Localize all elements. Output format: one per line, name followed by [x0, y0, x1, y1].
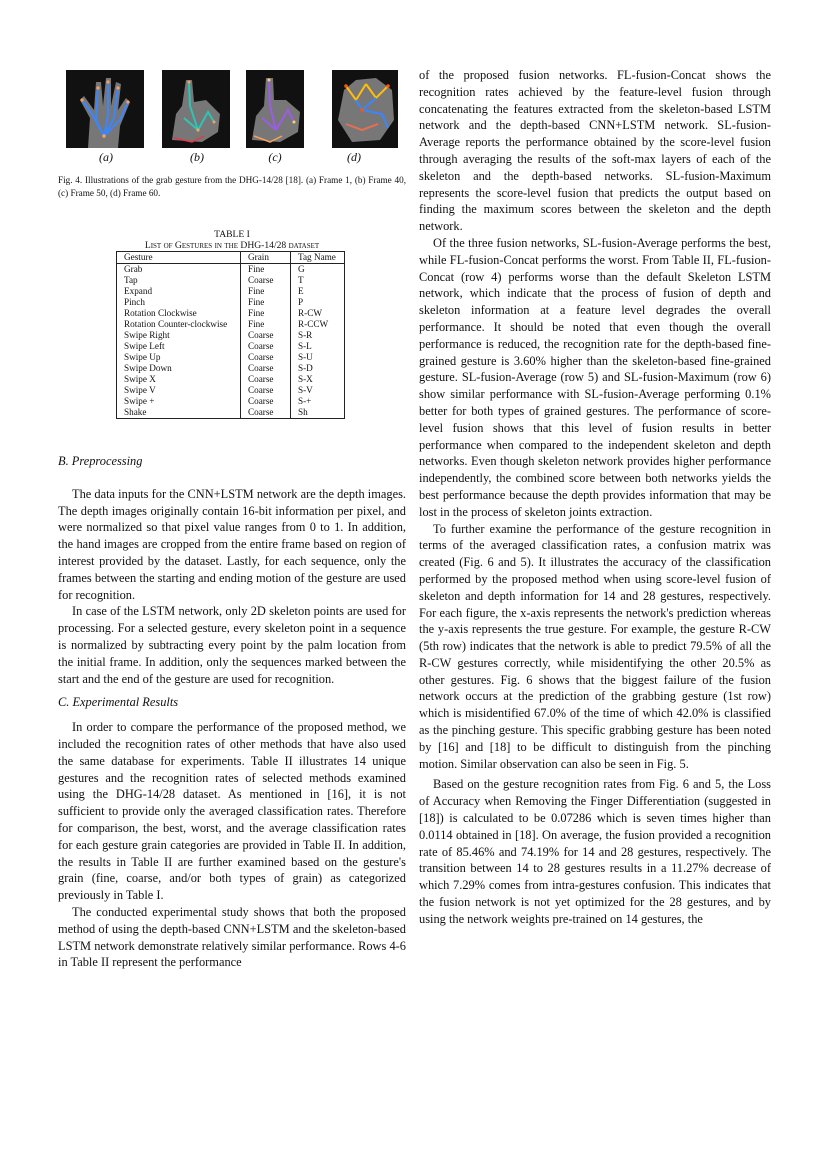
- gesture-cell: Rotation Counter-clockwise: [117, 319, 241, 330]
- paragraph: of the proposed fusion networks. FL-fusion-Concat shows the recognition rates achieved by the feature-level fusion through concatenating the features extracted from the skeleton-based LSTM network and the depth-based CNN+LSTM network. SL-fusion-Average reports the performance obtained by the score-level fusion through averaging the results of the soft-max layers of each of the skeleton and the depth-based networks. SL-fusion-Maximum represents the score-level fusion that predicts the output based on finding the maximum scores between the skeleton and the depth network.: [419, 68, 771, 234]
- tag-cell: G: [298, 264, 305, 274]
- table-row: [117, 363, 345, 374]
- table-row: [117, 374, 345, 385]
- table-title: [58, 229, 406, 251]
- hand-frame-a-image: [66, 70, 144, 148]
- grain-cell: Fine: [241, 297, 291, 308]
- left-column-body: [58, 453, 406, 971]
- tag-cell: T: [298, 275, 304, 285]
- tag-cell: Sh: [298, 407, 308, 417]
- hand-frame-d-image: [332, 70, 398, 148]
- gesture-cell: Swipe Down: [117, 363, 241, 374]
- tag-cell: R-CW: [298, 308, 322, 318]
- figure-caption: Fig. 4. Illustrations of the grab gesture from the DHG-14/28 [18]. (a) Frame 1, (b) Frame 40, (c) Frame 50, (d) Frame 60.: [58, 175, 406, 198]
- tag-cell: S-V: [298, 385, 313, 395]
- grain-cell: Coarse: [241, 330, 291, 341]
- figure-label-b: (b): [190, 150, 204, 164]
- paragraph: The conducted experimental study shows that both the proposed method of using the depth-based CNN+LSTM and the skeleton-based LSTM network demonstrate relatively similar performance. Rows 4-6 in Table II represent the performance: [58, 904, 406, 970]
- tag-cell: P: [298, 297, 304, 307]
- paragraph: In case of the LSTM network, only 2D skeleton points are used for processing. For a selected gesture, every skeleton point in a sequence is normalized by subtracting every point by the palm location from the initial frame. In addition, only the sequences marked between the start and the end of the gesture are used for recognition.: [58, 604, 406, 686]
- table-row: [117, 407, 345, 419]
- tag-cell: S-D: [298, 363, 313, 373]
- table-header-grain: Grain: [241, 252, 291, 264]
- grain-cell: Fine: [241, 264, 291, 276]
- gesture-cell: Rotation Clockwise: [117, 308, 241, 319]
- table-row: [117, 308, 345, 319]
- paragraph: To further examine the performance of the gesture recognition in terms of the averaged classification rates, a confusion matrix was created (Fig. 6 and 5). It illustrates the accuracy of the classification performed by the proposed method when using score-level fusion of skeleton and depth information for 14 and 28 gestures, respectively. For each figure, the x-axis represents the network's prediction whereas the y-axis represents the true gesture. For example, the gesture R-CW (5th row) indicates that the network is able to predict 79.5% of all the R-CW gestures correctly, while misidentifying the other 20.5% as other gestures. Fig. 6 shows that the biggest failure of the fusion network occurs at the prediction of the grabbing gesture (1st row) which is misidentified 67.0% of the time of which 42.0% is classified as the pinching gesture. This specific grabbing gesture has been noted by [16] and [18] to be difficult to distinguish from the pinching motion. Similar observation can also be seen in Fig. 5.: [419, 521, 771, 771]
- table-row: [117, 286, 345, 297]
- grain-cell: Coarse: [241, 352, 291, 363]
- gesture-cell: Swipe Left: [117, 341, 241, 352]
- table-row: [117, 319, 345, 330]
- grain-cell: Coarse: [241, 385, 291, 396]
- grain-cell: Fine: [241, 308, 291, 319]
- paragraph: The data inputs for the CNN+LSTM network are the depth images. The depth images originally contain 16-bit information per pixel, and were normalized so that pixel value ranges from 0 to 1. In addition, the hand images are cropped from the entire frame based on region of interest provided by the dataset. Lastly, for each sequence, only the frames between the starting and ending motion of the gesture are used for recognition.: [58, 486, 406, 602]
- section-heading-experimental-results: C. Experimental Results: [58, 695, 179, 710]
- gesture-cell: Shake: [117, 407, 241, 419]
- grain-cell: Coarse: [241, 341, 291, 352]
- paragraph: Based on the gesture recognition rates from Fig. 6 and 5, the Loss of Accuracy when Removing the Finger Differentiation (suggested in [18]) is calculated to be 0.07286 which is seven times higher than 0.0114 obtained in [18]. On average, the fusion provided a recognition rate of 85.46% and 74.19% for 14 and 28 gestures, respectively. The transition between 14 to 28 gestures results in a 11.27% decrease of which 7.29% comes from intra-gestures confusion. This indicates that the fusion network is not yet optimized for the 28 gestures, and by using the network weights pre-trained on 14 gestures, the: [419, 777, 771, 926]
- grain-cell: Coarse: [241, 374, 291, 385]
- table-row: [117, 330, 345, 341]
- gesture-cell: Swipe +: [117, 396, 241, 407]
- grain-cell: Coarse: [241, 407, 291, 419]
- gesture-cell: Swipe Up: [117, 352, 241, 363]
- table-header-tag: Tag Name: [291, 252, 345, 264]
- hand-frame-b-image: [162, 70, 230, 148]
- table-caption: List of Gestures in the DHG-14/28 dataset: [144, 240, 320, 251]
- section-heading-preprocessing: B. Preprocessing: [58, 454, 143, 468]
- figure-label-a: (a): [99, 150, 113, 164]
- tag-cell: S-U: [298, 352, 313, 362]
- gesture-cell: Swipe Right: [117, 330, 241, 341]
- table-row: [117, 385, 345, 396]
- grain-cell: Coarse: [241, 275, 291, 286]
- gesture-table: [116, 251, 345, 419]
- table-row: [117, 264, 345, 276]
- grain-cell: Coarse: [241, 396, 291, 407]
- table-row: [117, 275, 345, 286]
- figure-label-d: (d): [347, 150, 361, 164]
- right-column-body: [419, 67, 771, 928]
- grain-cell: Fine: [241, 286, 291, 297]
- table-number: TABLE I: [214, 229, 250, 240]
- tag-cell: E: [298, 286, 304, 296]
- paragraph: In order to compare the performance of the proposed method, we included the recognition rates of other methods that have also used the same database for experiments. Table II illustrates 14 unique gestures and the recognition rates of selected methods examined using the DHG-14/28 dataset. As mentioned in [16], it is not sufficient to provide only the averaged classification rates. Therefore for comparison, the best, worst, and the average classification rates for each gesture grain categories are provided in Table II. In addition, the results in Table II are further examined based on the gesture's grain (fine, coarse, and/or both types of grain) as categorized previously in Table I.: [58, 720, 406, 903]
- figure-4-images: [66, 70, 396, 150]
- gesture-cell: Expand: [117, 286, 241, 297]
- table-row: [117, 396, 345, 407]
- tag-cell: R-CCW: [298, 319, 329, 329]
- gesture-cell: Grab: [117, 264, 241, 276]
- paragraph: Of the three fusion networks, SL-fusion-Average performs the best, while FL-fusion-Concat performs the worst. From Table II, FL-fusion-Concat (row 4) performs worse than the default Skeleton LSTM network, which indicate that the process of fusion of depth and skeleton information at a feature level degrades the overall performance. It should be noted that even though the overall performance is reduced, the recognition rate for the depth-based fine-grained gesture is 3.60% higher than the skeleton-based fine-grained gesture. SL-fusion-Average (row 5) and SL-fusion-Maximum (row 6) show similar performance with SL-fusion-Average performing 0.1% better for both types of grained gestures. The performance of score-level fusion shows that this level of fusion results in better performance when compared to the independent skeleton and depth networks. Even though skeleton network provides higher performance independently, the combined score between both networks yields the best performance because the depth provides information that may be lost in the process of skeleton joints extraction.: [419, 235, 771, 519]
- table-header-row: [117, 252, 345, 264]
- tag-cell: S-L: [298, 341, 312, 351]
- gesture-cell: Swipe V: [117, 385, 241, 396]
- table-header-gesture: Gesture: [117, 252, 241, 264]
- hand-frame-c-image: [246, 70, 304, 148]
- table-row: [117, 352, 345, 363]
- tag-cell: S-R: [298, 330, 313, 340]
- grain-cell: Fine: [241, 319, 291, 330]
- grain-cell: Coarse: [241, 363, 291, 374]
- figure-label-c: (c): [268, 150, 282, 164]
- gesture-cell: Swipe X: [117, 374, 241, 385]
- tag-cell: S-+: [298, 396, 312, 406]
- table-row: [117, 341, 345, 352]
- gesture-cell: Pinch: [117, 297, 241, 308]
- gesture-cell: Tap: [117, 275, 241, 286]
- table-row: [117, 297, 345, 308]
- tag-cell: S-X: [298, 374, 313, 384]
